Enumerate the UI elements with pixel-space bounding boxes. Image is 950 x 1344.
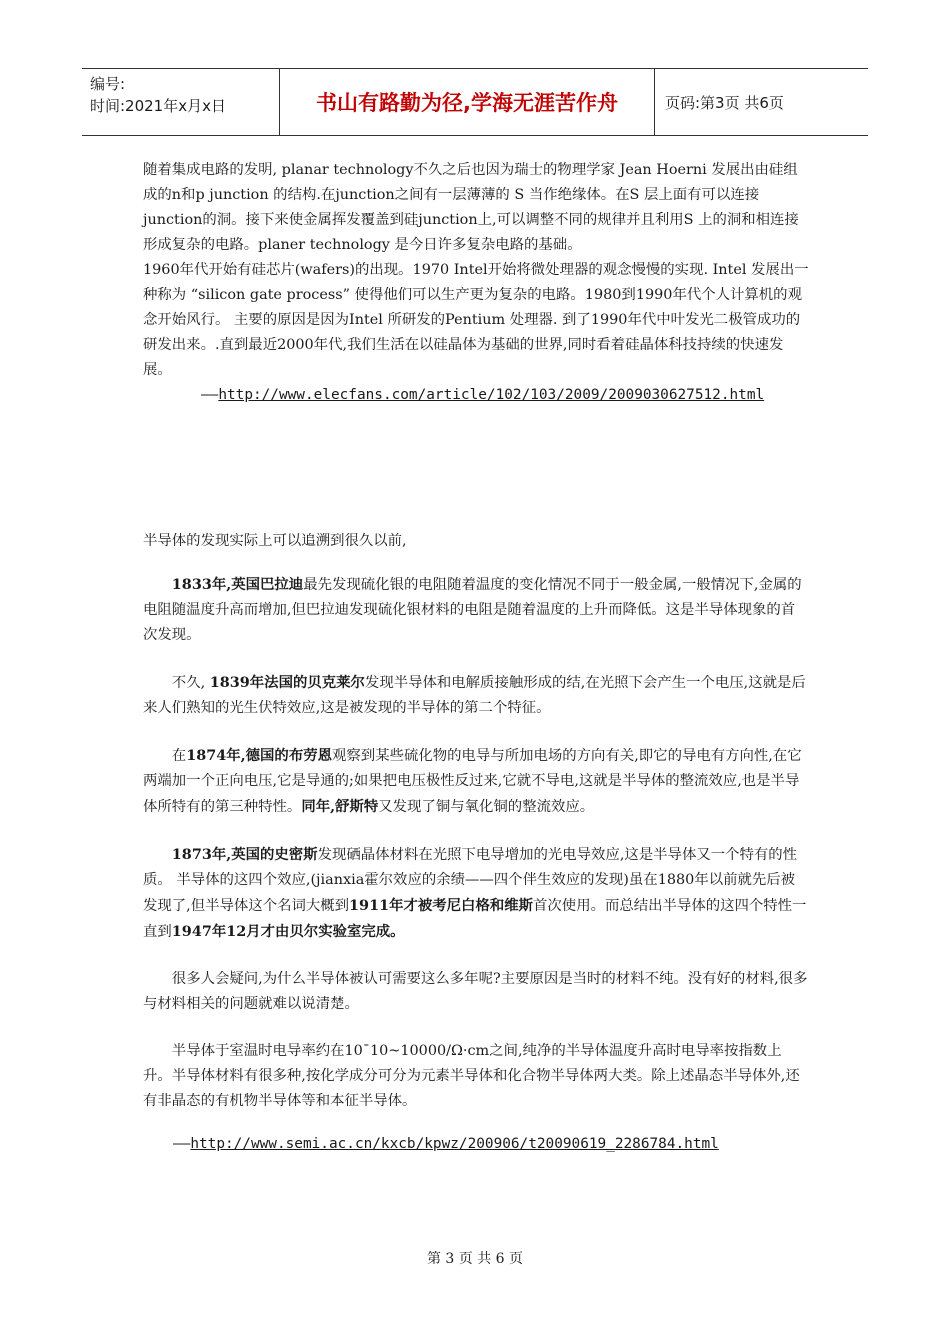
bold-1873: 1873年,英国的史密斯 bbox=[171, 846, 318, 863]
number-label: 编号: bbox=[90, 75, 126, 93]
paragraph-1874 bbox=[143, 743, 809, 820]
source-prefix-2: —— bbox=[173, 1136, 191, 1152]
source-link-1[interactable]: http://www.elecfans.com/article/102/103/2009/2009030627512.html bbox=[218, 387, 765, 403]
page-header bbox=[82, 68, 868, 136]
header-page-info: 页码:第3页 共6页 bbox=[665, 93, 784, 112]
time-label: 时间:2021年x月x日 bbox=[90, 97, 226, 115]
text-1874-end: 又发现了铜与氧化铜的整流效应。 bbox=[378, 799, 595, 815]
text-1833: 最先发现硫化银的电阻随着温度的变化情况不同于一般金属,一般情况下,金属的电阻随温度升高而增加,但巴拉迪发现硫化银材料的电阻是随着温度的上升而降低。这是半导体现象的首次发现。 bbox=[143, 577, 802, 643]
bold-schuster: 同年,舒斯特 bbox=[301, 798, 379, 815]
text-1873-mid: 首次使用。而总结出半导体的这四个特性一直到 bbox=[143, 898, 807, 940]
paragraph-conductivity: 半导体于室温时电导率约在10ˉ10~10000/Ω·cm之间,纯净的半导体温度升高时电导率按指数上升。半导体材料有很多种,按化学成分可分为元素半导体和化合物半导体两大类。除上述晶态半导体外,还有非晶态的有机物半导体等和本征半导体。 bbox=[143, 1043, 800, 1109]
bold-1833: 1833年,英国巴拉迪 bbox=[171, 576, 304, 593]
bold-1911: 1911年才被考尼白格和维斯 bbox=[349, 897, 534, 914]
paragraph-planar: 随着集成电路的发明, planar technology不久之后也因为瑞士的物理学家 Jean Hoerni 发展出由硅组成的n和p junction 的结构.在junction之间有一层薄薄的 S 当作绝缘体。在S 层上面有可以连接junction的洞。接下来使金属挥发覆盖到硅junction上,可以调整不同的规律并且利用S 上的洞和相连接形成复杂的电路。planer technology 是今日许多复杂电路的基础。 bbox=[143, 162, 799, 253]
text-1873: 发现硒晶体材料在光照下电导增加的光电导效应,这是半导体又一个特有的性质。 半导体的这四个效应,(jianxia霍尔效应的余绩——四个伴生效应的发现)虽在1880年以前就先后被发现了,但半导体这个名词大概到 bbox=[143, 847, 798, 914]
text-1874: 观察到某些硫化物的电导与所加电场的方向有关,即它的导电有方向性,在它两端加一个正向电压,它是导通的;如果把电压极性反过来,它就不导电,这就是半导体的整流效应,也是半导体所特有的第三种特性。 bbox=[143, 748, 802, 815]
paragraph-question: 很多人会疑问,为什么半导体被认可需要这么多年呢?主要原因是当时的材料不纯。没有好的材料,很多与材料相关的问题就难以说清楚。 bbox=[143, 971, 808, 1012]
page-footer: 第 3 页 共 6 页 bbox=[426, 1251, 524, 1267]
header-meta bbox=[82, 69, 280, 135]
section-discovery bbox=[143, 572, 809, 1152]
source-link-2[interactable]: http://www.semi.ac.cn/kxcb/kpwz/200906/t20090619_2286784.html bbox=[190, 1136, 719, 1152]
source-citation-2 bbox=[173, 1136, 809, 1152]
paragraph-1833 bbox=[143, 572, 809, 648]
bold-1874: 1874年,德国的布劳恩 bbox=[186, 747, 333, 764]
header-motto: 书山有路勤为径,学海无涯苦作舟 bbox=[280, 69, 655, 135]
source-citation-1 bbox=[201, 383, 809, 408]
text-1839-pre: 不久, bbox=[171, 675, 210, 691]
bold-1947: 1947年12月才由贝尔实验室完成。 bbox=[171, 923, 405, 940]
bold-1839: 1839年法国的贝克莱尔 bbox=[209, 674, 365, 691]
text-1874-pre: 在 bbox=[171, 748, 187, 764]
section-history bbox=[143, 158, 809, 408]
intro-line: 半导体的发现实际上可以追溯到很久以前, bbox=[143, 533, 407, 549]
text-1839: 发现半导体和电解质接触形成的结,在光照下会产生一个电压,这就是后来人们熟知的光生伏特效应,这是被发现的半导体的第二个特征。 bbox=[143, 675, 806, 716]
paragraph-wafers: 1960年代开始有硅芯片(wafers)的出现。1970 Intel开始将微处理器的观念慢慢的实现. Intel 发展出一种称为 “silicon gate process” 使得他们可以生产更为复杂的电路。1980到1990年代个人计算机的观念开始风行。 主要的原因是因为Intel 所研发的Pentium 处理器. 到了1990年代中叶发光二极管成功的研发出来。.直到最近2000年代,我们生活在以硅晶体为基础的世界,同时看着硅晶体科技持续的快速发展。 bbox=[143, 262, 809, 378]
paragraph-1873 bbox=[143, 842, 809, 945]
source-prefix: —— bbox=[201, 387, 219, 403]
paragraph-1839 bbox=[143, 670, 809, 721]
